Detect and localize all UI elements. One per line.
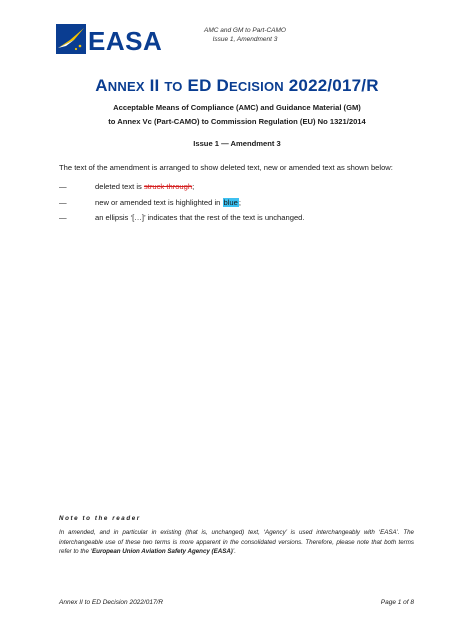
bullet-dash: — — [59, 198, 67, 207]
title-decision-cap: D — [216, 76, 229, 95]
bullet-ellipsis-text: an ellipsis ‘[…]’ indicates that the rest of the text is unchanged. — [95, 213, 305, 222]
title-to: TO — [164, 79, 183, 94]
header-meta — [175, 26, 315, 44]
bullet-deleted-prefix: deleted text is — [95, 182, 144, 191]
title-first-cap: A — [95, 76, 108, 95]
subtitle — [40, 101, 434, 129]
note-text-part1: In amended, and in particular in existing (that is, unchanged) text, ‘Agency’ is used interchangeably with ‘EASA’. The interchangeable use of these two terms is more apparent in the consolidated versions. Therefore, please note that both terms refer to the ‘ — [59, 529, 414, 555]
title-first-rest: NNEX — [107, 79, 145, 94]
bullet-text — [95, 182, 194, 191]
easa-logo — [56, 24, 166, 54]
bullet-new-prefix: new or amended text is highlighted in — [95, 198, 223, 207]
issue-label: Issue 1 — Amendment 3 — [193, 139, 281, 148]
page-title — [0, 76, 474, 96]
title-ed: ED — [182, 76, 217, 95]
list-item — [59, 198, 434, 210]
title-mid: II — [144, 76, 165, 95]
header-meta-line1: AMC and GM to Part-CAMO — [204, 27, 286, 34]
title-number: 2022/017/R — [283, 76, 379, 95]
bullet-dash: — — [59, 182, 67, 191]
title-decision-rest: ECISION — [228, 79, 284, 94]
note-text-bold: European Union Aviation Safety Agency (EASA) — [92, 548, 233, 555]
easa-wing-icon — [56, 24, 86, 54]
intro-text: The text of the amendment is arranged to show deleted text, new or amended text as shown below: — [59, 163, 393, 172]
header-meta-line2: Issue 1, Amendment 3 — [212, 36, 278, 43]
list-item — [59, 213, 434, 225]
logo-wordmark: EASA — [88, 26, 163, 56]
footer-page-number: Page 1 of 8 — [380, 599, 414, 606]
note-text-part2: ’. — [232, 548, 236, 555]
page-footer — [59, 599, 414, 609]
subtitle-line2: to Annex Vc (Part-CAMO) to Commission Regulation (EU) No 1321/2014 — [108, 117, 366, 126]
bullet-new-suffix: ; — [238, 198, 241, 207]
footer-document-ref: Annex II to ED Decision 2022/017/R — [59, 599, 164, 606]
subtitle-line1: Acceptable Means of Compliance (AMC) and Guidance Material (GM) — [113, 103, 361, 112]
bullet-text — [95, 198, 241, 207]
struck-text-sample: struck through — [143, 182, 193, 191]
bullet-deleted-suffix: ; — [192, 182, 195, 191]
note-text — [59, 528, 414, 557]
highlight-text-sample: blue — [223, 198, 238, 207]
list-item — [59, 182, 434, 194]
note-title: Note to the reader — [59, 515, 141, 522]
bullet-dash: — — [59, 213, 67, 222]
